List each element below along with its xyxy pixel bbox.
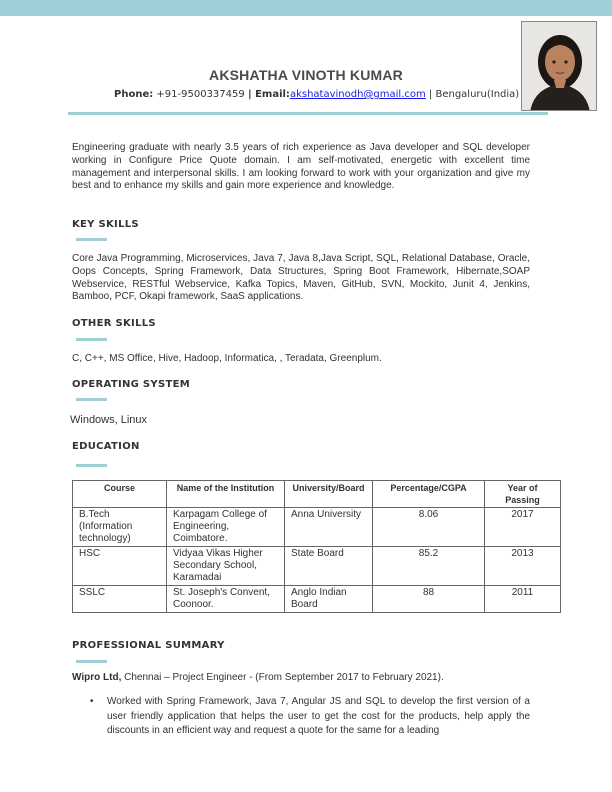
table-cell: Anglo Indian Board bbox=[285, 586, 373, 613]
table-cell: 85.2 bbox=[373, 547, 485, 586]
responsibility-list bbox=[90, 695, 530, 739]
section-rule bbox=[76, 464, 107, 467]
column-header: Name of the Institution bbox=[167, 481, 285, 508]
column-header: Course bbox=[73, 481, 167, 508]
table-cell: Vidyaa Vikas Higher Secondary School, Karamadai bbox=[167, 547, 285, 586]
table-cell: B.Tech (Information technology) bbox=[73, 508, 167, 547]
location-text: Bengaluru(India) bbox=[435, 89, 520, 100]
table-cell: 2011 bbox=[485, 586, 561, 613]
table-cell: HSC bbox=[73, 547, 167, 586]
company-name: Wipro Ltd, bbox=[72, 672, 122, 683]
section-rule bbox=[76, 338, 107, 341]
table-cell: SSLC bbox=[73, 586, 167, 613]
table-cell: 2013 bbox=[485, 547, 561, 586]
section-rule bbox=[76, 660, 107, 663]
phone-label: Phone: bbox=[114, 89, 154, 100]
other-skills-text: C, C++, MS Office, Hive, Hadoop, Informatica, , Teradata, Greenplum. bbox=[72, 353, 382, 364]
section-rule bbox=[76, 398, 107, 401]
table-cell: 8.06 bbox=[373, 508, 485, 547]
table-cell: 88 bbox=[373, 586, 485, 613]
objective-paragraph: Engineering graduate with nearly 3.5 years of rich experience as Java developer and SQL developer working in Configure Price Quote domain. I am self-motivated, energetic with excellent time management and interpersonal skills. I am looking forward to work with your organization and give my best and to enhance my skills and gain more experience and knowledge. bbox=[72, 142, 530, 192]
column-header: University/Board bbox=[285, 481, 373, 508]
candidate-name: AKSHATHA VINOTH KUMAR bbox=[209, 67, 403, 83]
operating-system-text: Windows, Linux bbox=[70, 414, 148, 426]
top-accent-bar bbox=[0, 0, 612, 16]
column-header: Year of Passing bbox=[485, 481, 561, 508]
table-row bbox=[73, 586, 561, 613]
education-table bbox=[72, 480, 561, 613]
profile-photo bbox=[521, 21, 597, 111]
section-title-other-skills: OTHER SKILLS bbox=[72, 318, 156, 329]
column-header: Percentage/CGPA bbox=[373, 481, 485, 508]
bullet-icon: • bbox=[90, 696, 94, 707]
list-item: Worked with Spring Framework, Java 7, Angular JS and SQL to develop the first version of a user friendly application that helps the user to get the cost for the products, help apply the discounts in an efficient way and request a quote for the same for a leading bbox=[107, 696, 530, 736]
table-cell: 2017 bbox=[485, 508, 561, 547]
table-cell: St. Joseph's Convent, Coonoor. bbox=[167, 586, 285, 613]
table-header-row bbox=[73, 481, 561, 508]
table-cell: Anna University bbox=[285, 508, 373, 547]
table-cell: Karpagam College of Engineering, Coimbatore. bbox=[167, 508, 285, 547]
phone-number: +91-9500337459 bbox=[156, 89, 245, 100]
key-skills-text: Core Java Programming, Microservices, Java 7, Java 8,Java Script, SQL, Relational Database, Oracle, Oops Concepts, Spring Framework, Data Structures, Spring Boot Framework, Hibernate,SOAP Webservice, RESTful Webservice, Kafka Topics, Maven, GitHub, SVN, Mockito, Junit 4, Jenkins, Bamboo, PCF, Okapi framework, SaaS applications. bbox=[72, 253, 530, 303]
section-title-operating-system: OPERATING SYSTEM bbox=[72, 379, 190, 390]
email-link[interactable]: akshatavinodh@gmail.com bbox=[289, 89, 426, 100]
section-title-key-skills: KEY SKILLS bbox=[72, 219, 139, 230]
table-cell: State Board bbox=[285, 547, 373, 586]
contact-line: Phone: +91-9500337459 | Email:akshatavinodh@gmail.com | Bengaluru(India) bbox=[114, 89, 520, 100]
section-title-professional-summary: PROFESSIONAL SUMMARY bbox=[72, 640, 225, 651]
employment-line bbox=[72, 672, 542, 685]
section-title-education: EDUCATION bbox=[72, 441, 140, 452]
role-details: Chennai – Project Engineer - (From September 2017 to February 2021). bbox=[121, 672, 444, 683]
table-row bbox=[73, 508, 561, 547]
table-row bbox=[73, 547, 561, 586]
header-divider bbox=[68, 112, 548, 115]
section-rule bbox=[76, 238, 107, 241]
email-label: Email: bbox=[255, 89, 290, 100]
